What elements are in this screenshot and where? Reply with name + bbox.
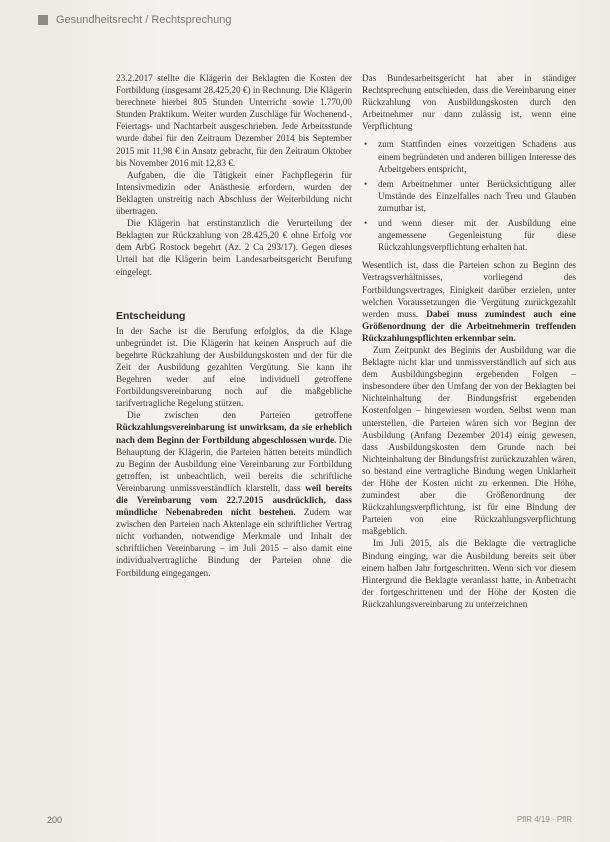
- bullet-icon: •: [364, 139, 368, 150]
- paragraph: Wesentlich ist, dass die Parteien schon zu Beginn des Vertragsverhältnisses, vorliegend des Fortbildungsvertrages, Einigkeit darüber erzielen, unter welchen Voraussetzungen die Vergütung zurückgezahlt werden muss. Dabei muss zumindest auch eine Größenordnung der die Arbeitnehmerin treffenden Rückzahlungspflichten erkennbar sein.: [362, 260, 577, 343]
- paragraph: Im Juli 2015, als die Beklagte die vertragliche Bindung einging, war die Ausbildung bereits seit über einem halben Jahr fortgeschritten. Wenn sich vor diesem Hintergrund die Beklagte veranlasst hatte, in Anbetracht der fortgeschrittenen und der Höhe der Kosten die Rückzahlungsvereinbarung zu unterzeichnen: [362, 538, 576, 609]
- section-heading: Entscheidung: [116, 309, 186, 322]
- running-header: [38, 10, 232, 30]
- paragraph: Aufgaben, die die Tätigkeit einer Fachpflegerin für Intensivmedizin oder Anästhesie erfordern, wurden der Beklagten unstreitig nach Abschluss der Weiterbildung nicht übertragen.: [116, 169, 352, 217]
- list-item: • dem Arbeitnehmer unter Berücksichtigung aller Umstände des Einzelfalles nach Treu und Glauben zumutbar ist,: [364, 178, 576, 213]
- bullet-icon: •: [364, 178, 368, 189]
- list-item: • zum Stattfinden eines vorzeitigen Schadens aus einem begründeten und anderen billigen Interesse des Arbeitgebers entspricht,: [364, 139, 576, 174]
- section-marker-icon: [38, 15, 48, 25]
- emphasis: weil bereits die Vereinbarung vom 22.7.2015 ausdrücklich, dass mündliche Nebenabreden nicht bestehen.: [116, 482, 352, 518]
- paragraph: In der Sache ist die Berufung erfolglos, da die Klage unbegründet ist. Die Klägerin hat keinen Anspruch auf die begehrte Rückzahlung der Ausbildungskosten und der für die Zeit der Ausbildung gezahlten Vergütung. Sie kann ihr Begehren weder auf eine individuell getroffene Fortbildungsvereinbarung noch auf die maßgebliche tarifvertragliche Regelung stützen.: [116, 325, 352, 409]
- paragraph: Die Klägerin hat erstinstanzlich die Verurteilung der Beklagten zur Rückzahlung von 28.425,20 € ohne Erfolg vor dem ArbG Rostock begehrt (Az. 2 Ca 293/17). Gegen dieses Urteil hat die Klägerin beim Landesarbeitsgericht Berufung eingelegt.: [116, 218, 352, 277]
- paragraph: Zum Zeitpunkt des Beginns der Ausbildung war die Beklagte nicht klar und unmissverständlich auf sich aus dem Ausbildungsbeginn ergebenden Folgen – insbesondere über den Umfang der von der Beklagten bei Nichteinhaltung der Bindungsfrist ergebenden Kostenfolgen – hingewiesen worden. Selbst wenn man unterstellen, die Parteien wären sich vor Beginn der Ausbildung (Anfang Dezember 2014) einig gewesen, dass Ausbildungskosten dem Grunde nach bei Nichteinhaltung der Bindungsfrist zurückzuzahlen wären, so bestand eine vertragliche Bindung wegen Unklarheit der Höhe der Kosten nicht zu erkennen. Die Höhe, zumindest aber die Größenordnung der Rückzahlungsverpflichtung, ist für eine Bindung der Parteien von eine Rückzahlungsverpflichtung maßgeblich.: [362, 344, 576, 537]
- bullet-icon: •: [364, 218, 368, 229]
- emphasis: Dabei muss zumindest auch eine Größenordnung der die Arbeitnehmerin treffenden Rückzahlungspflichten erkennbar sein.: [362, 308, 577, 343]
- emphasis: Rückzahlungsvereinbarung ist unwirksam, da sie erheblich nach dem Beginn der Fortbildung abgeschlossen wurde.: [116, 422, 352, 445]
- right-column: [362, 72, 576, 610]
- paragraph: 23.2.2017 stellte die Klägerin der Beklagten die Kosten der Fortbildung (insgesamt 28.425,20 €) in Rechnung. Die Klägerin berechnete hierbei 805 Stunden Unterricht sowie 1.770,00 Stunden Praktikum. Weiter wurden Zuschläge für Wochenend-, Feiertags- und Nachtarbeit ausgeschrieben. Jede Arbeitsstunde wurde dabei für den Zeitraum Dezember 2014 bis September 2015 mit 11,98 € in Ansatz gebracht, für den Zeitraum Oktober bis November 2016 mit 12,83 €.: [116, 73, 352, 168]
- journal-footer: PflR 4/19 · PflR: [516, 815, 572, 824]
- left-column: [116, 72, 352, 579]
- bullet-list: [362, 138, 576, 253]
- list-item: • und wenn dieser mit der Ausbildung eine angemessene Gegenleistung für diese Rückzahlungsverpflichtung erhalten hat.: [364, 218, 576, 253]
- paragraph: Die zwischen den Parteien getroffene Rückzahlungsvereinbarung ist unwirksam, da sie erheblich nach dem Beginn der Fortbildung abgeschlossen wurde. Die Behauptung der Klägerin, die Parteien hätten bereits mündlich zu Beginn der Ausbildung eine Vereinbarung zur Fortbildung getroffen, ist unbeachtlich, weil bereits die schriftliche Vereinbarung unmissverständlich klarstellt, dass weil bereits die Vereinbarung vom 22.7.2015 ausdrücklich, dass mündliche Nebenabreden nicht bestehen. Zudem war zwischen den Parteien nach Aktenlage ein schriftlicher Vertrag nicht vorhanden, notwendige Merkmale und Inhalt der schriftlichen Vereinbarung – im Juli 2015 – also damit eine individualvertragliche Bindung der Parteien ohne die Fortbildung eingegangen.: [116, 410, 353, 578]
- page-number: 200: [47, 815, 63, 825]
- paragraph: Das Bundesarbeitsgericht hat aber in ständiger Rechtsprechung entschieden, dass die Vereinbarung einer Rückzahlung von Ausbildungskosten durch den Arbeitnehmer nur dann zulässig ist, wenn eine Verpflichtung: [362, 73, 576, 132]
- header-section-title: Gesundheitsrecht / Rechtsprechung: [56, 14, 232, 26]
